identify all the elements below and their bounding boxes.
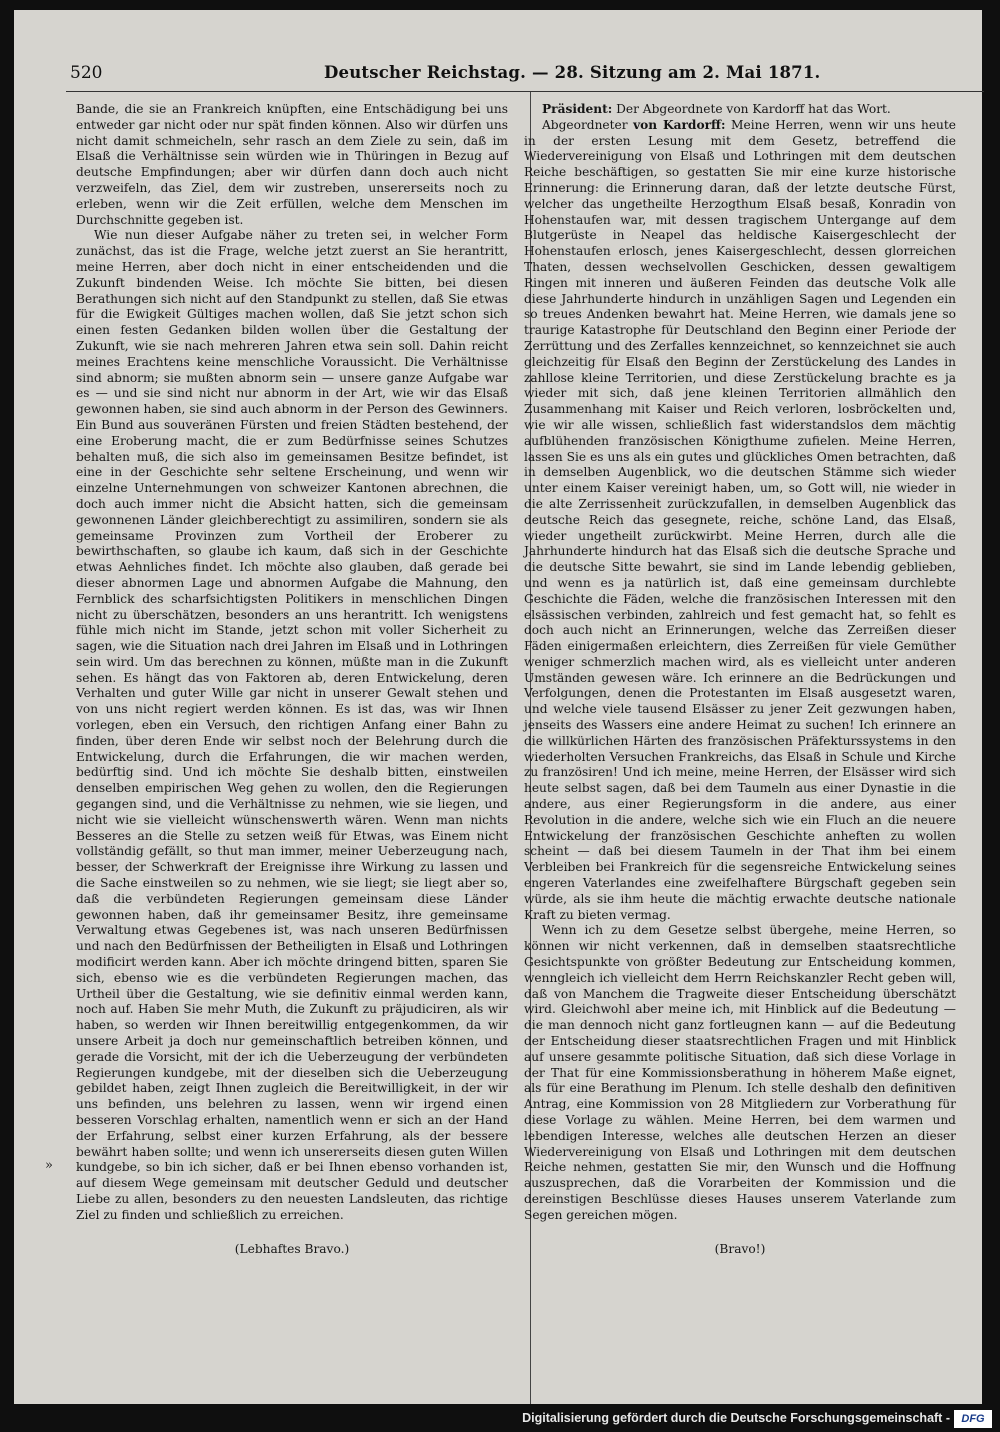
right-paragraph-1	[524, 118, 956, 924]
left-column	[76, 102, 508, 1257]
speaker-name: von Kardorff:	[633, 117, 726, 132]
header-rule	[66, 91, 984, 92]
right-paragraph-2: Wenn ich zu dem Gesetze selbst übergehe, meine Herren, so können wir nicht verkennen, daß in demselben staatsrechtliche Gesichtspunkte von größter Bedeutung zur Entscheidung kommen, wenngleich ich vielleicht dem Herrn Reichskanzler Recht geben will, daß von Manchem die Tragweite dieser Entscheidung überschätzt wird. Gleichwohl aber meine ich, mit Hinblick auf die Bedeutung — die man dennoch nicht ganz fortleugnen kann — auf die Bedeutung der Entscheidung dieser staatsrechtlichen Fragen und mit Hinblick auf unsere gesammte politische Situation, daß sich diese Vorlage in der That für eine Kommissionsberathung in höherem Maße eignet, als für eine Berathung im Plenum. Ich stelle deshalb den definitiven Antrag, eine Kommission von 28 Mitgliedern zur Vorberathung für diese Vorlage zu wählen. Meine Herren, bei dem warmen und lebendigen Interesse, welches alle deutschen Herzen an dieser Wiedervereinigung von Elsaß und Lothringen mit dem deutschen Reiche nehmen, gestatten Sie mir, den Wunsch und die Hoffnung auszusprechen, daß die Vorarbeiten der Kommission und die dereinstigen Beschlüsse dieses Hauses unserem Vaterlande zum Segen gereichen mögen.	[524, 923, 956, 1222]
margin-mark: »	[45, 1158, 53, 1173]
footer-bar	[0, 1408, 1000, 1432]
running-header: Deutscher Reichstag. — 28. Sitzung am 2. Mai 1871.	[324, 63, 821, 82]
footer-credit: Digitalisierung gefördert durch die Deutsche Forschungsgemeinschaft -	[522, 1411, 950, 1425]
president-statement	[524, 102, 956, 118]
president-text: Der Abgeordnete von Kardorff hat das Wort.	[616, 102, 891, 116]
applause-right: (Bravo!)	[714, 1241, 766, 1256]
president-label: Präsident:	[542, 102, 613, 116]
left-paragraph-1: Bande, die sie an Frankreich knüpften, eine Entschädigung bei uns entweder gar nicht oder nur spät finden können. Also wir dürfen uns nicht damit schmeicheln, sehr rasch an dem Ziele zu sein, daß im Elsaß die Verhältnisse sein würden wie in Thüringen in Bezug auf deutsche Empfindungen; aber wir dürfen dann doch auch nicht verzweifeln, das Ziel, dem wir zustreben, unsererseits noch zu erleben, wenn wir die Zeit erfüllen, welche dem Menschen im Durchschnitte gegeben ist.	[76, 102, 508, 227]
dfg-logo: DFG	[954, 1410, 992, 1428]
page-number: 520	[70, 63, 103, 83]
left-paragraph-2: Wie nun dieser Aufgabe näher zu treten sei, in welcher Form zunächst, das ist die Frage, welche jetzt zuerst an Sie herantritt, meine Herren, aber doch nicht in einer entscheidenden und die Zukunft bindenden Weise. Ich möchte Sie bitten, bei diesen Berathungen sich nicht auf den Standpunkt zu stellen, daß Sie etwas für die Ewigkeit Gültiges machen wollen, daß Sie jetzt schon sich einen festen Gedanken bilden wollen über die Gestaltung der Zukunft, wie sie nach mehreren Jahren etwa sein soll. Dahin reicht meines Erachtens keine menschliche Voraussicht. Die Verhältnisse sind abnorm; sie mußten abnorm sein — unsere ganze Aufgabe war es — und sie sind nicht nur abnorm in der Art, wie wir das Elsaß gewonnen haben, sie sind auch abnorm in der Person des Gewinners. Ein Bund aus souveränen Fürsten und freien Städten bestehend, der eine Eroberung macht, die er zum Bedürfnisse seines Schutzes behalten muß, die sich also im gemeinsamen Besitze befindet, ist eine in der Geschichte sehr seltene Erscheinung, und wenn wir einzelne Unternehmungen von schweizer Kantonen abrechnen, die doch auch immer nicht die Absicht hatten, sich die gemeinsam gewonnenen Länder gleichberechtigt zu assimiliren, sondern sie als gemeinsame Provinzen zum Vortheil der Eroberer zu bewirthschaften, so glaube ich kaum, daß sich in der Geschichte etwas Aehnliches findet. Ich möchte also glauben, daß gerade bei dieser abnormen Lage und abnormen Aufgabe die Mahnung, den Fernblick des scharfsichtigsten Politikers in menschlichen Dingen nicht zu überschätzen, besonders an uns herantritt. Ich wenigstens fühle mich nicht im Stande, jetzt schon mit voller Sicherheit zu sagen, wie die Situation nach drei Jahren im Elsaß und in Lothringen sein wird. Um das berechnen zu können, müßte man in die Zukunft sehen. Es hängt das von Faktoren ab, deren Entwickelung, deren Verhalten und guter Wille gar nicht in unserer Gewalt stehen und von uns nicht regiert werden können. Es ist das, was wir Ihnen vorlegen, eben ein Versuch, den richtigen Anfang einer Bahn zu finden, über deren Ende wir selbst noch der Belehrung durch die Entwickelung, durch die Erfahrungen, die wir machen werden, bedürftig sind. Und ich möchte Sie deshalb bitten, einstweilen denselben empirischen Weg gehen zu wollen, den die Regierungen gegangen sind, und die Verhältnisse zu nehmen, wie sie liegen, und nicht wie sie vielleicht wünschenswerth wären. Wenn man nichts Besseres an die Stelle zu setzen weiß für Etwas, was Einem nicht vollständig gefällt, so thut man immer, meiner Ueberzeugung nach, besser, der Schwerkraft der Ereignisse ihre Wirkung zu lassen und die Sache einstweilen so zu nehmen, wie sie liegt; sie liegt aber so, daß die verbündeten Regierungen gemeinsam diese Länder gewonnen haben, daß ihr gemeinsamer Besitz, ihre gemeinsame Verwaltung etwas Gegebenes ist, was nach unseren Bedürfnissen und nach den Bedürfnissen der Betheiligten in Elsaß und Lothringen modificirt werden kann. Aber ich möchte dringend bitten, sparen Sie sich, ebenso wie es die verbündeten Regierungen machen, das Urtheil über die Gestaltung, wie sie definitiv einmal werden kann, noch auf. Haben Sie mehr Muth, die Zukunft zu präjudiciren, als wir haben, so werden wir Ihnen bereitwillig entgegenkommen, da wir unsere Arbeit ja doch nur gemeinschaftlich betreiben können, und gerade die Vorsicht, mit der ich die Ueberzeugung der verbündeten Regierungen kundgebe, mit der dieselben sich die Ueberzeugung gebildet haben, zeigt Ihnen zugleich die Bereitwilligkeit, in der wir uns befinden, uns belehren zu lassen, wenn wir irgend einen besseren Vorschlag erhalten, namentlich wenn er sich an der Hand der Erfahrung, selbst einer kurzen Erfahrung, als der bessere bewährt haben sollte; und wenn ich unsererseits diesen guten Willen kundgebe, so bin ich sicher, daß er bei Ihnen ebenso vorhanden ist, auf diesem Wege gemeinsam mit deutscher Geduld und deutscher Liebe zu allen, besonders zu den neuesten Landsleuten, das richtige Ziel zu finden und schließlich zu erreichen.	[76, 228, 508, 1222]
right-column	[524, 102, 956, 1257]
right-paragraph-1-text: Meine Herren, wenn wir uns heute in der ersten Lesung mit dem Gesetz, betreffend die Wiedervereinigung von Elsaß und Lothringen mit dem deutschen Reiche beschäftigen, so gestatten Sie mir eine kurze historische Erinnerung: die Erinnerung daran, daß der letzte deutsche Fürst, welcher das ungetheilte Herzogthum Elsaß besaß, Konradin von Hohenstaufen war, mit dessen tragischem Untergange auf dem Blutgerüste in Neapel das heldische Kaisergeschlecht der Hohenstaufen erlosch, jenes Kaisergeschlecht, dessen glorreichen Thaten, dessen wechselvollen Geschicken, dessen gewaltigem Ringen mit inneren und äußeren Feinden das deutsche Volk alle diese Jahrhunderte hindurch in unzähligen Sagen und Legenden ein so treues Andenken bewahrt hat. Meine Herren, wie damals jene so traurige Katastrophe für Deutschland den Beginn einer Periode der Zerrüttung und des Zerfalles kennzeichnet, so kennzeichnet sie auch gleichzeitig für Elsaß den Beginn der Zerstückelung des Landes in zahllose kleine Territorien, und diese Zerstückelung brachte es ja wieder mit sich, daß jene kleinen Territorien allmählich den Zusammenhang mit Kaiser und Reich verloren, losbröckelten und, wie wir alle wissen, schließlich fast widerstandslos dem mächtig aufblühenden französischen Königthume zufielen. Meine Herren, lassen Sie es uns als ein gutes und glückliches Omen betrachten, daß in demselben Augenblick, wo die deutschen Stämme sich wieder unter einem Kaiser vereinigt haben, um, so Gott will, nie wieder in die alte Zerrissenheit zurückzufallen, in demselben Augenblick das deutsche Reich das gesegnete, reiche, schöne Land, das Elsaß, wieder ungetheilt zurückwirbt. Meine Herren, durch alle die Jahrhunderte hindurch hat das Elsaß sich die deutsche Sprache und die deutsche Sitte bewahrt, sie sind im Lande lebendig geblieben, und wenn es ja natürlich ist, daß eine gemeinsam durchlebte Geschichte die Fäden, welche die französischen Interessen mit den elsässischen verbinden, zahlreich und fest gemacht hat, so fehlt es doch auch nicht an Erinnerungen, welche das Zerreißen dieser Fäden einigermaßen erleichtern, dies Zerreißen für viele Gemüther weniger schmerzlich machen wird, als es vielleicht unter anderen Umständen gewesen wäre. Ich erinnere an die Bedrückungen und Verfolgungen, denen die Protestanten im Elsaß ausgesetzt waren, und welche viele tausend Elsässer zu jener Zeit gezwungen haben, jenseits des Wassers eine andere Heimat zu suchen! Ich erinnere an die willkürlichen Härten des französischen Präfekturssystems in den wiederholten Versuchen Frankreichs, das Elsaß in Schule und Kirche zu französiren! Und ich meine, meine Herren, der Elsässer wird sich heute selbst sagen, daß bei dem Taumeln aus einer Dynastie in die andere, aus einer Regierungsform in die andere, aus einer Revolution in die andere, welche sich wie ein Fluch an die neuere Entwickelung der französischen Geschichte anheften zu wollen scheint — daß bei diesem Taumeln in der That ihm bei einem Verbleiben bei Frankreich für die segensreiche Entwickelung seines engeren Vaterlandes eine zweifelhaftere Bürgschaft gegeben sein würde, als sie ihm heute die mächtig erwachte deutsche nationale Kraft zu bieten vermag.	[524, 117, 957, 922]
applause-left: (Lebhaftes Bravo.)	[234, 1241, 350, 1256]
speaker-prefix: Abgeordneter	[542, 117, 628, 132]
